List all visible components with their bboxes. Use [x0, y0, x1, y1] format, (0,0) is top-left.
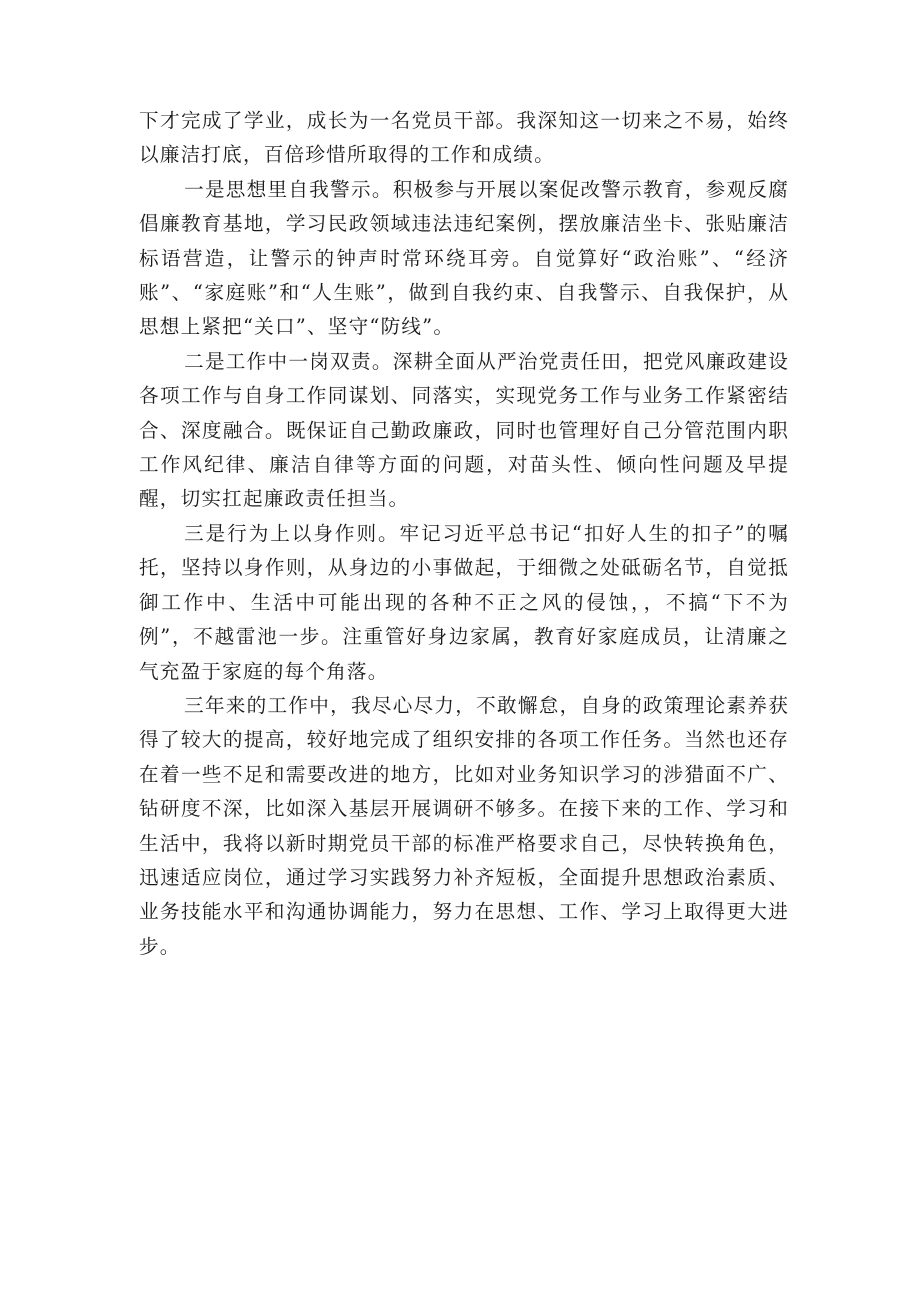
paragraph-self-warning: 一是思想里自我警示。积极参与开展以案促改警示教育，参观反腐倡廉教育基地，学习民政领域违法违纪案例，摆放廉洁坐卡、张贴廉洁标语营造，让警示的钟声时常环绕耳旁。自觉算好“政治账”、“经济账”、“家庭账”和“人生账”，做到自我约束、自我警示、自我保护，从思想上紧把“关口”、坚守“防线”。 [139, 177, 789, 339]
document-body [139, 104, 789, 964]
paragraph-summary: 三年来的工作中，我尽心尽力，不敢懈怠，自身的政策理论素养获得了较大的提高，较好地完成了组织安排的各项工作任务。当然也还存在着一些不足和需要改进的地方，比如对业务知识学习的涉猎面不广、钻研度不深，比如深入基层开展调研不够多。在接下来的工作、学习和生活中，我将以新时期党员干部的标准严格要求自己，尽快转换角色，迅速适应岗位，通过学习实践努力补齐短板，全面提升思想政治素质、业务技能水平和沟通协调能力，努力在思想、工作、学习上取得更大进步。 [139, 693, 789, 958]
paragraph-opening: 下才完成了学业，成长为一名党员干部。我深知这一切来之不易，始终以廉洁打底，百倍珍惜所取得的工作和成绩。 [139, 109, 789, 167]
paragraph-dual-responsibility: 二是工作中一岗双责。深耕全面从严治党责任田，把党风廉政建设各项工作与自身工作同谋划、同落实，实现党务工作与业务工作紧密结合、深度融合。既保证自己勤政廉政，同时也管理好自己分管范围内职工作风纪律、廉洁自律等方面的问题，对苗头性、倾向性问题及早提醒，切实扛起廉政责任担当。 [139, 349, 789, 511]
paragraph-lead-by-example: 三是行为上以身作则。牢记习近平总书记“扣好人生的扣子”的嘱托，坚持以身作则，从身边的小事做起，于细微之处砥砺名节，自觉抵御工作中、生活中可能出现的各种不正之风的侵蚀，，不搞“下不为例”，不越雷池一步。注重管好身边家属，教育好家庭成员，让清廉之气充盈于家庭的每个角落。 [139, 521, 789, 683]
